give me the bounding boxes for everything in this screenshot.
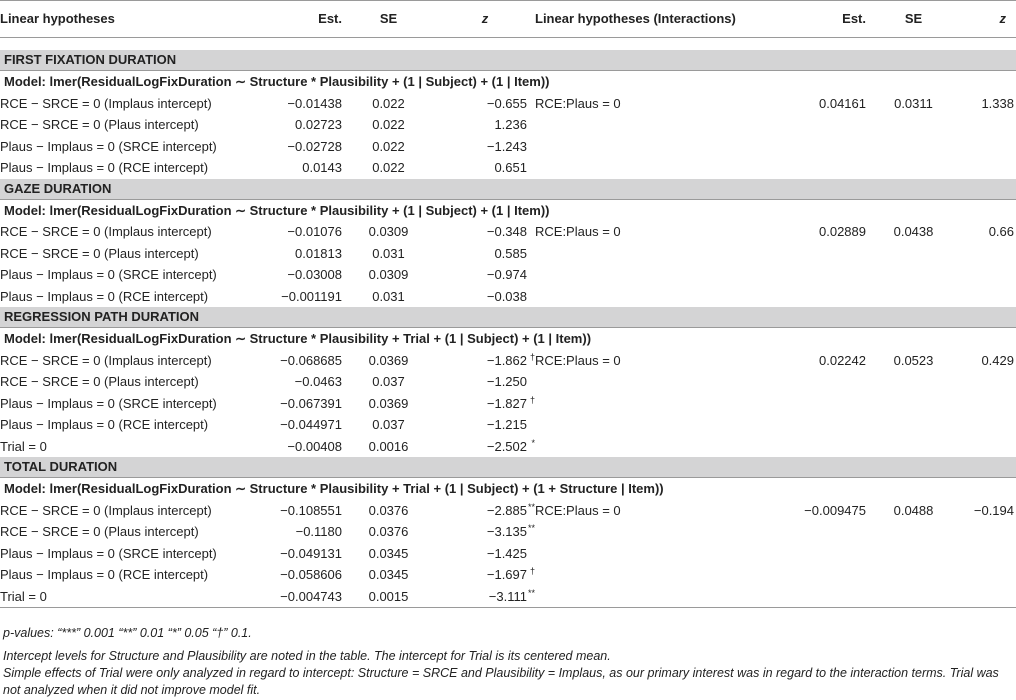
section-header-row (0, 179, 1016, 200)
interaction-hypothesis-cell (535, 371, 777, 393)
z-value: 1.236 (494, 117, 527, 132)
table-row (0, 371, 1016, 393)
z-cell (435, 221, 535, 243)
interaction-hypothesis-cell (535, 436, 777, 458)
se-cell: 0.0345 (368, 545, 409, 561)
est-cell: −0.01076 (287, 224, 342, 239)
header-se: SE (342, 1, 435, 38)
table-row (0, 114, 1016, 136)
est-cell: −0.01438 (287, 95, 342, 111)
interaction-est-cell (777, 243, 866, 265)
z-cell (435, 264, 535, 286)
z-value: −3.111 (488, 588, 527, 604)
z-cell (435, 543, 535, 565)
interaction-se-cell: 0.0438 (893, 224, 934, 239)
interaction-se-cell (866, 393, 961, 415)
header-interaction-se: SE (866, 1, 961, 38)
se-cell: 0.0016 (368, 438, 409, 454)
interaction-est-cell (777, 414, 866, 436)
z-cell (435, 93, 535, 115)
table-row (0, 286, 1016, 308)
table-row (0, 564, 1016, 586)
table-row (0, 243, 1016, 265)
hypothesis-cell: RCE − SRCE = 0 (Plaus intercept) (0, 524, 199, 539)
z-value: −1.425 (486, 545, 527, 561)
interaction-z-cell: 0.66 (988, 224, 1014, 239)
z-cell: −1.862 † (486, 351, 535, 368)
interaction-se-cell (866, 543, 961, 565)
z-cell (435, 136, 535, 158)
interaction-hypothesis-cell (535, 157, 777, 179)
se-cell: 0.0369 (368, 395, 409, 411)
interaction-est-cell (777, 264, 866, 286)
table-footnotes (3, 625, 1013, 699)
table-row (0, 264, 1016, 286)
interaction-est-cell: 0.02889 (819, 224, 866, 239)
section-header-row (0, 50, 1016, 71)
interaction-z-cell (961, 286, 1016, 308)
section-title: REGRESSION PATH DURATION (0, 307, 1016, 328)
se-cell: 0.0345 (368, 567, 409, 582)
interaction-hypothesis-cell (535, 243, 777, 265)
table-body (0, 38, 1016, 608)
z-value: −1.862 (486, 352, 527, 368)
z-value: −1.243 (486, 138, 527, 154)
interaction-z-cell: 1.338 (981, 95, 1014, 111)
interaction-z-cell (961, 436, 1016, 458)
interaction-est-cell (777, 371, 866, 393)
model-row (0, 199, 1016, 221)
z-cell (435, 114, 535, 136)
z-value: −0.974 (486, 267, 527, 282)
header-linear-hypotheses-interactions: Linear hypotheses (Interactions) (535, 1, 777, 38)
hypothesis-cell: RCE − SRCE = 0 (Implaus intercept) (0, 352, 212, 368)
z-cell (435, 157, 535, 179)
hypothesis-cell: Plaus − Implaus = 0 (SRCE intercept) (0, 395, 217, 411)
interaction-se-cell (866, 286, 961, 308)
intercept-note: Intercept levels for Structure and Plausibility are noted in the table. The intercept for Trial is its centered mean. (3, 649, 611, 663)
interaction-z-cell (961, 586, 1016, 608)
se-cell: 0.022 (372, 95, 405, 111)
z-cell: −1.697 † (486, 566, 535, 582)
est-cell: −0.02728 (287, 138, 342, 154)
se-cell: 0.022 (372, 117, 405, 132)
interaction-hypothesis-cell (535, 543, 777, 565)
z-cell (435, 414, 535, 436)
se-cell: 0.022 (372, 160, 405, 175)
interaction-hypothesis-cell (535, 114, 777, 136)
interaction-se-cell (866, 371, 961, 393)
section-title: TOTAL DURATION (0, 457, 1016, 478)
se-cell: 0.0369 (368, 352, 409, 368)
z-value: −1.827 (486, 395, 527, 411)
est-cell: −0.0463 (294, 374, 342, 389)
interaction-est-cell (777, 543, 866, 565)
hypothesis-cell: Plaus − Implaus = 0 (SRCE intercept) (0, 545, 217, 561)
table-row (0, 521, 1016, 543)
hypothesis-cell: RCE − SRCE = 0 (Plaus intercept) (0, 374, 199, 389)
est-cell: 0.01813 (295, 245, 342, 261)
table-row (0, 586, 1016, 608)
interaction-se-cell (866, 136, 961, 158)
se-cell: 0.0309 (368, 224, 409, 239)
hypothesis-cell: Plaus − Implaus = 0 (SRCE intercept) (0, 138, 217, 154)
z-cell: −1.827 † (486, 394, 535, 411)
est-cell: −0.004743 (255, 586, 342, 608)
interaction-hypothesis-cell (535, 564, 777, 586)
z-value: −1.215 (486, 417, 527, 432)
hypothesis-cell: Plaus − Implaus = 0 (SRCE intercept) (0, 267, 217, 282)
z-cell: −3.111 ** (435, 586, 535, 608)
hypothesis-cell: RCE − SRCE = 0 (Implaus intercept) (0, 95, 212, 111)
interaction-se-cell (866, 243, 961, 265)
z-value: −0.038 (486, 288, 527, 304)
z-cell (435, 243, 535, 265)
interaction-est-cell (777, 114, 866, 136)
header-est: Est. (255, 1, 342, 38)
interaction-se-cell: 0.0523 (893, 352, 934, 368)
model-row (0, 328, 1016, 350)
hypothesis-cell: Plaus − Implaus = 0 (RCE intercept) (0, 567, 209, 582)
est-cell: 0.0143 (302, 160, 342, 175)
z-value: −3.135 (486, 524, 527, 539)
spacer-row (0, 38, 1016, 51)
est-cell: −0.068685 (280, 352, 342, 368)
se-cell: 0.0015 (342, 586, 435, 608)
model-row (0, 71, 1016, 93)
interaction-z-cell (961, 564, 1016, 586)
se-cell: 0.037 (372, 417, 405, 432)
section-title: GAZE DURATION (0, 179, 1016, 200)
interaction-est-cell (777, 521, 866, 543)
hypothesis-cell: Trial = 0 (0, 438, 47, 454)
section-header-row (0, 457, 1016, 478)
interaction-hypothesis-cell: RCE:Plaus = 0 (535, 95, 621, 111)
interaction-est-cell (777, 586, 866, 608)
est-cell: −0.108551 (280, 502, 342, 518)
z-cell: −3.135 ** (486, 523, 535, 539)
interaction-se-cell (866, 114, 961, 136)
hypothesis-cell: RCE − SRCE = 0 (Implaus intercept) (0, 224, 212, 239)
table-row (0, 436, 1016, 458)
est-cell: −0.058606 (280, 567, 342, 582)
table-row (0, 157, 1016, 179)
interaction-est-cell: 0.02242 (819, 352, 866, 368)
table-row (0, 543, 1016, 565)
interaction-hypothesis-cell (535, 521, 777, 543)
interaction-z-cell (961, 393, 1016, 415)
se-cell: 0.0309 (368, 267, 409, 282)
interaction-se-cell (866, 414, 961, 436)
interaction-z-cell (961, 243, 1016, 265)
est-cell: −0.044971 (280, 417, 342, 432)
model-row (0, 478, 1016, 500)
interaction-z-cell: −0.194 (973, 502, 1014, 518)
interaction-hypothesis-cell (535, 136, 777, 158)
header-z: z (435, 1, 535, 38)
interaction-z-cell (961, 264, 1016, 286)
est-cell: −0.049131 (280, 545, 342, 561)
hypothesis-cell: RCE − SRCE = 0 (Implaus intercept) (0, 502, 212, 518)
est-cell: −0.03008 (287, 267, 342, 282)
interaction-z-cell (961, 371, 1016, 393)
table-row (0, 393, 1016, 415)
hypothesis-cell: Trial = 0 (0, 586, 255, 608)
interaction-se-cell: 0.0311 (894, 95, 933, 111)
interaction-z-cell (961, 543, 1016, 565)
interaction-se-cell (866, 157, 961, 179)
est-cell: 0.02723 (295, 117, 342, 132)
table-row (0, 136, 1016, 158)
interaction-hypothesis-cell: RCE:Plaus = 0 (535, 224, 621, 239)
interaction-se-cell (866, 586, 961, 608)
model-formula: Model: lmer(ResidualLogFixDuration ∼ Structure * Plausibility + (1 | Subject) + (1 | Item)) (4, 74, 550, 89)
interaction-z-cell (961, 414, 1016, 436)
interaction-z-cell (961, 521, 1016, 543)
interaction-hypothesis-cell (535, 264, 777, 286)
se-cell: 0.0376 (368, 524, 409, 539)
interaction-se-cell (866, 564, 961, 586)
header-linear-hypotheses: Linear hypotheses (0, 1, 255, 38)
model-formula: Model: lmer(ResidualLogFixDuration ∼ Structure * Plausibility + Trial + (1 | Subject) + (1 + Structure | Item)) (4, 481, 664, 496)
model-formula: Model: lmer(ResidualLogFixDuration ∼ Structure * Plausibility + Trial + (1 | Subject) + (1 | Item)) (4, 331, 592, 346)
z-value: 0.651 (494, 160, 527, 175)
interaction-hypothesis-cell: RCE:Plaus = 0 (535, 352, 621, 368)
interaction-z-cell (961, 136, 1016, 158)
header-interaction-est: Est. (777, 1, 866, 38)
interaction-se-cell (866, 436, 961, 458)
z-value: 0.585 (494, 245, 527, 261)
interaction-hypothesis-cell: RCE:Plaus = 0 (535, 502, 621, 518)
interaction-z-cell (961, 114, 1016, 136)
z-value: −0.655 (486, 95, 527, 111)
model-formula: Model: lmer(ResidualLogFixDuration ∼ Structure * Plausibility + (1 | Subject) + (1 | Item)) (4, 202, 550, 218)
interaction-hypothesis-cell (535, 414, 777, 436)
z-value: −2.885 (486, 502, 527, 518)
section-title: FIRST FIXATION DURATION (0, 50, 1016, 71)
interaction-se-cell: 0.0488 (893, 502, 934, 518)
z-cell (435, 286, 535, 308)
hypothesis-cell: Plaus − Implaus = 0 (RCE intercept) (0, 417, 209, 432)
pvalues-note: p-values: “***” 0.001 “**” 0.01 “*” 0.05 “†” 0.1. (3, 626, 252, 640)
hypothesis-cell: Plaus − Implaus = 0 (RCE intercept) (0, 288, 209, 304)
interaction-est-cell (777, 157, 866, 179)
est-cell: −0.1180 (295, 524, 342, 539)
interaction-est-cell: −0.009475 (804, 502, 866, 518)
interaction-hypothesis-cell (535, 586, 777, 608)
interaction-z-cell (961, 157, 1016, 179)
se-cell: 0.031 (372, 245, 405, 261)
table-row (0, 93, 1016, 115)
interaction-est-cell: 0.04161 (819, 95, 866, 111)
est-cell: −0.00408 (287, 438, 342, 454)
hypothesis-cell: Plaus − Implaus = 0 (RCE intercept) (0, 160, 209, 175)
interaction-est-cell (777, 286, 866, 308)
interaction-est-cell (777, 136, 866, 158)
interaction-hypothesis-cell (535, 393, 777, 415)
se-cell: 0.037 (372, 374, 405, 389)
se-cell: 0.022 (372, 138, 405, 154)
header-row (0, 1, 1016, 38)
table-row (0, 500, 1016, 522)
z-cell (435, 371, 535, 393)
se-cell: 0.031 (372, 288, 405, 304)
z-value: −1.697 (486, 567, 527, 582)
interaction-se-cell (866, 521, 961, 543)
table-row (0, 221, 1016, 243)
interaction-se-cell (866, 264, 961, 286)
interaction-est-cell (777, 564, 866, 586)
z-value: −2.502 (486, 438, 527, 454)
hypothesis-cell: RCE − SRCE = 0 (Plaus intercept) (0, 117, 199, 132)
interaction-z-cell: 0.429 (981, 352, 1014, 368)
z-value: −1.250 (486, 374, 527, 389)
section-header-row (0, 307, 1016, 328)
table-row (0, 414, 1016, 436)
est-cell: −0.067391 (280, 395, 342, 411)
se-cell: 0.0376 (368, 502, 409, 518)
z-cell: −2.502 * (486, 437, 535, 454)
table-row (0, 350, 1016, 372)
hypothesis-cell: RCE − SRCE = 0 (Plaus intercept) (0, 245, 199, 261)
z-value: −0.348 (486, 224, 527, 239)
interaction-est-cell (777, 436, 866, 458)
header-interaction-z: z (961, 1, 1016, 38)
z-cell: −2.885 ** (486, 501, 535, 518)
simple-effects-note: Simple effects of Trial were only analyzed in regard to intercept: Structure = SRCE and Plausibility = Implaus, as our primary interest was in regard to the interaction terms. Trial was not analyzed when it did not improve model fit. (3, 666, 999, 697)
interaction-hypothesis-cell (535, 286, 777, 308)
est-cell: −0.001191 (281, 288, 342, 304)
interaction-est-cell (777, 393, 866, 415)
